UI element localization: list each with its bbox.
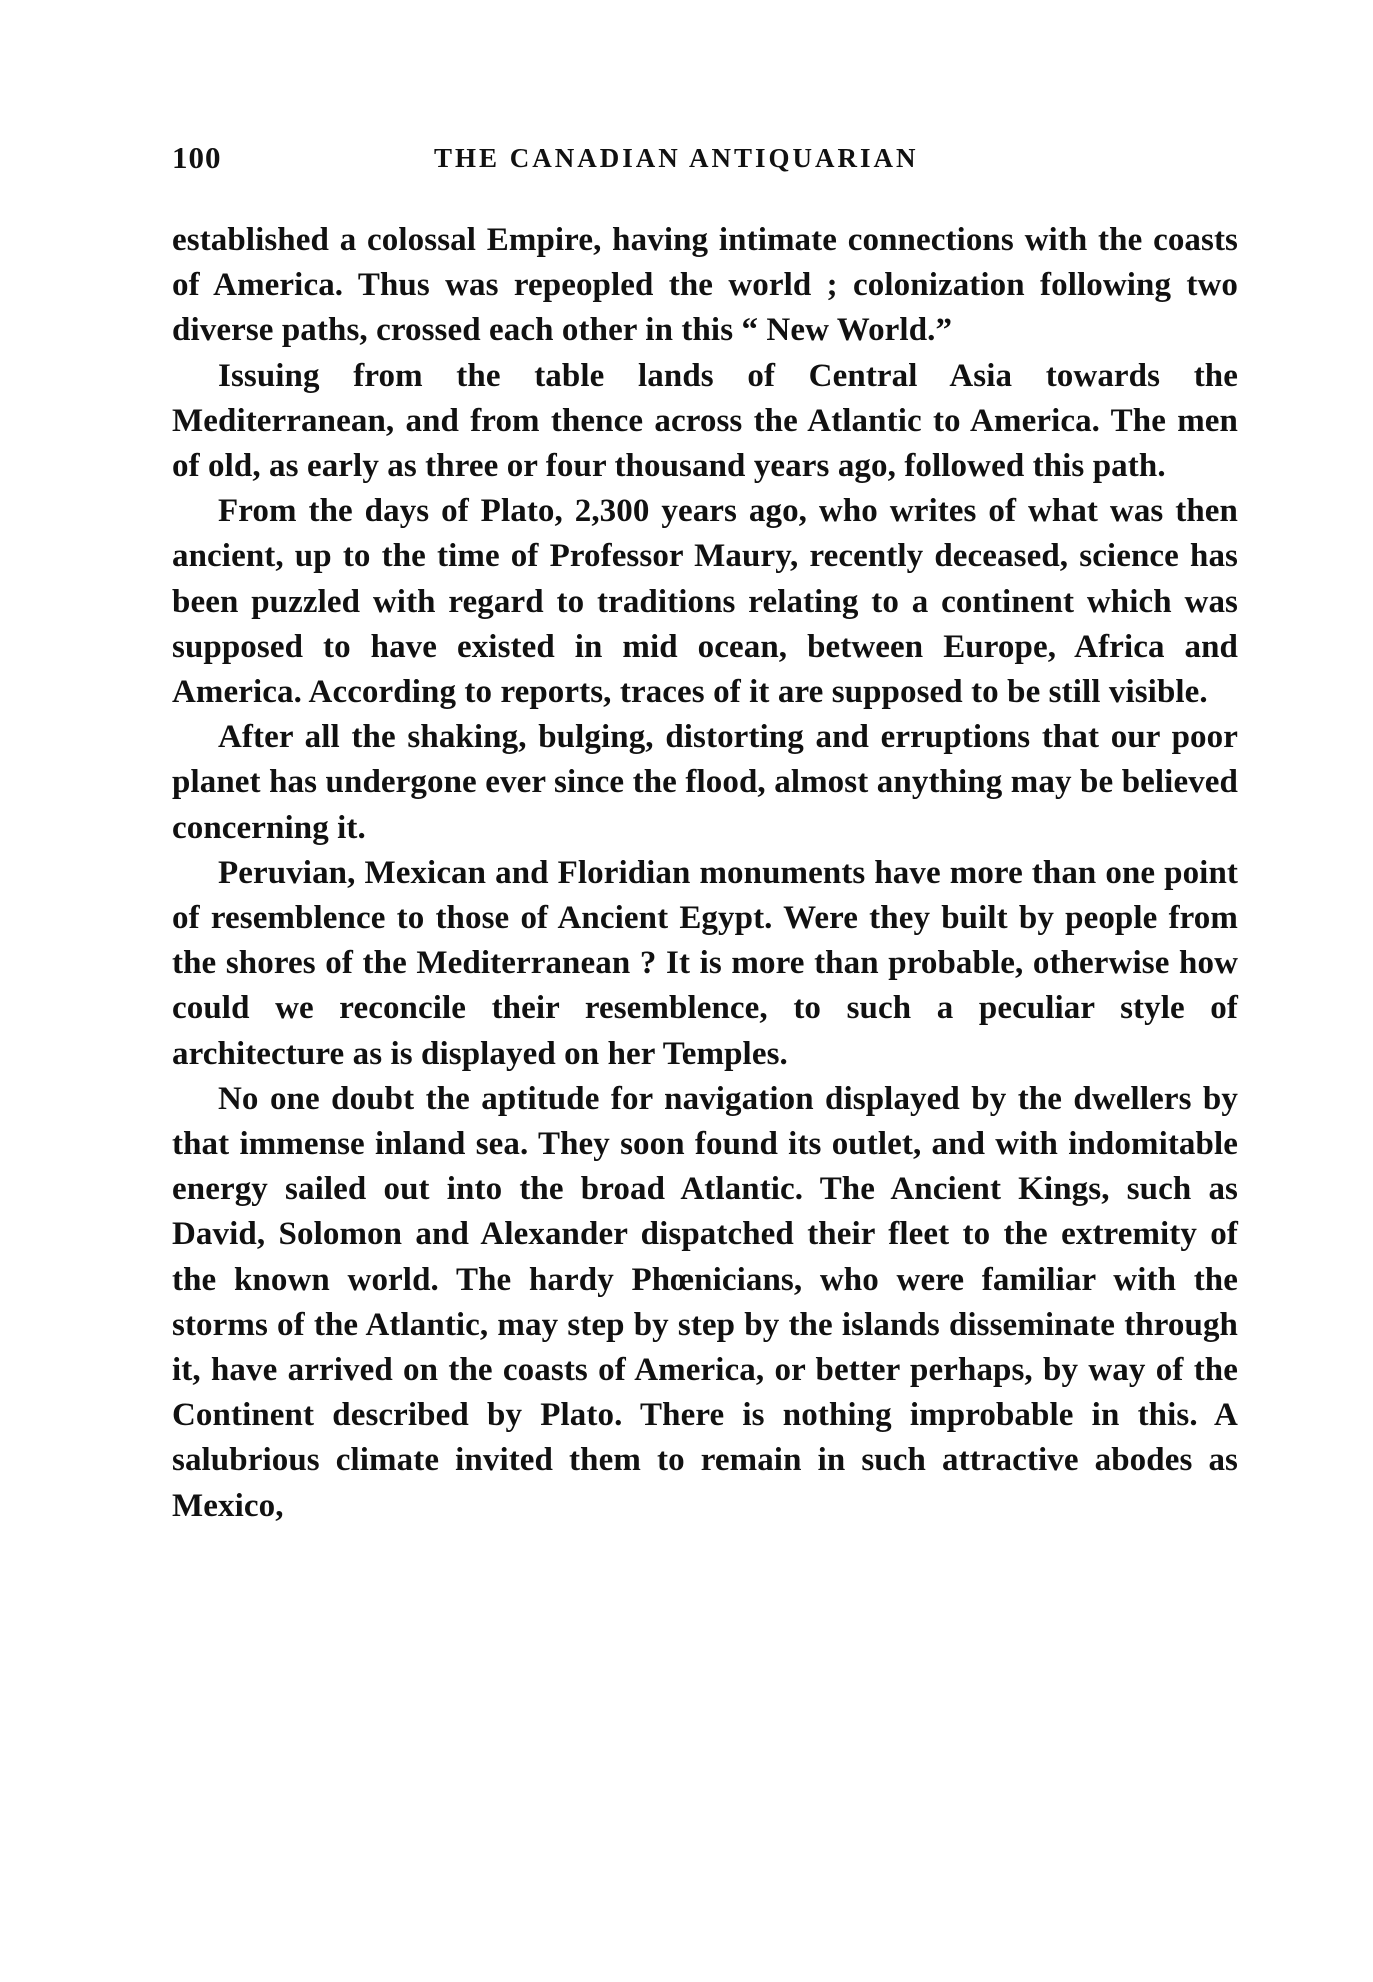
- running-head: [172, 140, 1238, 180]
- paragraph: After all the shaking, bulging, distorting and erruptions that our poor planet has undergone ever since the flood, almost anything may be believed concerning it.: [172, 719, 1238, 846]
- body-text: [172, 218, 1238, 1529]
- paragraph: From the days of Plato, 2,300 years ago, who writes of what was then ancient, up to the time of Professor Maury, recently deceased, science has been puzzled with regard to traditions relating to a continent which was supposed to have existed in mid ocean, between Europe, Africa and America. According to reports, traces of it are supposed to be still visible.: [172, 493, 1238, 711]
- paragraph: Peruvian, Mexican and Floridian monuments have more than one point of resemblence to those of Ancient Egypt. Were they built by people from the shores of the Mediterranean ? It is more than probable, otherwise how could we reconcile their resemblence, to such a peculiar style of architecture as is displayed on her Temples.: [172, 854, 1238, 1072]
- paragraph-continued: established a colossal Empire, having intimate connections with the coasts of America. Thus was repeopled the world ; colonization following two diverse paths, crossed each other in this “ New World.”: [172, 222, 1238, 349]
- paragraph: Issuing from the table lands of Central Asia towards the Mediterranean, and from thence across the Atlantic to America. The men of old, as early as three or four thousand years ago, followed this path.: [172, 357, 1238, 485]
- paragraph: No one doubt the aptitude for navigation displayed by the dwellers by that immense inland sea. They soon found its outlet, and with indomitable energy sailed out into the broad Atlantic. The Ancient Kings, such as David, Solomon and Alexander dispatched their fleet to the extremity of the known world. The hardy Phœnicians, who were familiar with the storms of the Atlantic, may step by step by the islands disseminate through it, have arrived on the coasts of America, or better perhaps, by way of the Continent described by Plato. There is nothing improbable in this. A salubrious climate invited them to remain in such attractive abodes as Mexico,: [172, 1080, 1238, 1524]
- page-number: 100: [172, 140, 222, 175]
- journal-title: THE CANADIAN ANTIQUARIAN: [434, 143, 919, 173]
